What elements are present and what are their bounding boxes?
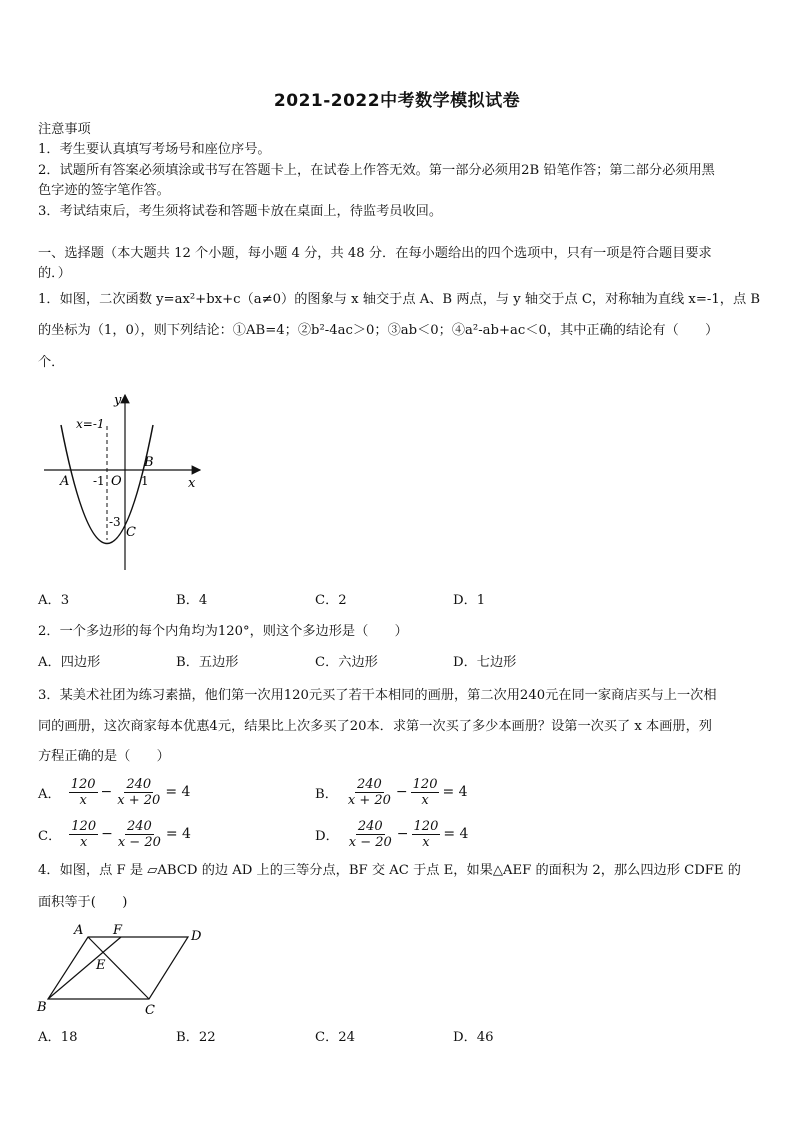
q1-option-c[interactable]: C．2	[315, 593, 347, 608]
q4-option-b[interactable]: B．22	[176, 1030, 216, 1045]
fraction: $\frac{120}{x}$	[71, 818, 97, 850]
section-heading-cont: 的．）	[38, 266, 71, 281]
q2-option-a[interactable]: A．四边形	[38, 655, 101, 670]
q4-option-d[interactable]: D．46	[453, 1030, 494, 1045]
point-B-label: B	[37, 1000, 47, 1015]
point-E-label: E	[96, 958, 106, 973]
fraction: $\frac{120}{x}$	[70, 776, 96, 808]
point-A-label: A	[74, 923, 84, 938]
q1-option-b[interactable]: B．4	[176, 593, 208, 608]
q3-stem-line3: 方程正确的是（ ）	[38, 749, 170, 764]
fraction: $\frac{120}{x}$	[413, 818, 439, 850]
q4-stem-line2: 面积等于( )	[38, 895, 128, 910]
q3-option-d[interactable]	[315, 816, 471, 852]
minus-sign: −	[100, 784, 113, 800]
point-B-label: B	[144, 455, 154, 470]
q1-stem-line1: 1．如图，二次函数 y=ax²+bx+c（a≠0）的图象与 x 轴交于点 A、B 两点，与 y 轴交于点 C，对称轴为直线 x=-1，点 B	[38, 292, 761, 307]
point-C-label: C	[145, 1003, 155, 1018]
tick-neg1-label: -1	[93, 474, 105, 488]
symmetry-label: x=-1	[76, 417, 105, 431]
q2-option-d[interactable]: D．七边形	[453, 655, 517, 670]
option-letter: A．	[38, 786, 61, 802]
point-F-label: F	[113, 923, 123, 938]
q1-stem-line2: 的坐标为（1，0），则下列结论：①AB=4；②b²-4ac＞0；③ab＜0；④a²-ab+ac＜0，其中正确的结论有（ ）	[38, 323, 719, 338]
notice-item-2-cont: 色字迹的签字笔作答。	[38, 183, 170, 198]
equation-rhs: = 4	[165, 826, 191, 842]
fraction: $\frac{240}{x + 20}$	[117, 776, 161, 808]
x-label: x	[188, 476, 196, 491]
q2-option-c[interactable]: C．六边形	[315, 655, 378, 670]
notice-item-2: 2．试题所有答案必须填涂或书写在答题卡上，在试卷上作答无效。第一部分必须用2B 铅笔作答；第二部分必须用黑	[38, 163, 715, 178]
origin-label: O	[111, 474, 122, 489]
q3-option-a[interactable]	[38, 774, 193, 810]
tick-1-label: 1	[141, 474, 149, 488]
minus-sign: −	[395, 784, 408, 800]
q4-option-c[interactable]: C．24	[315, 1030, 356, 1045]
option-letter: C．	[38, 828, 62, 844]
point-C-label: C	[126, 525, 136, 540]
section-heading: 一、选择题（本大题共 12 个小题，每小题 4 分，共 48 分．在每小题给出的四个选项中，只有一项是符合题目要求	[38, 246, 712, 261]
equation-rhs: = 4	[443, 826, 469, 842]
notice-heading: 注意事项	[38, 122, 91, 137]
fraction: $\frac{240}{x + 20}$	[347, 776, 391, 808]
q1-stem-line3: 个．	[38, 355, 65, 370]
tick-neg3-label: -3	[109, 515, 121, 529]
equation-rhs: = 4	[442, 784, 468, 800]
q1-parabola-figure	[38, 390, 208, 575]
q3-stem-line1: 3．某美术社团为练习素描，他们第一次用120元买了若干本相同的画册，第二次用240元在同一家商店买与上一次相	[38, 688, 717, 703]
equation-rhs: = 4	[165, 784, 191, 800]
point-D-label: D	[191, 929, 202, 944]
q2-stem: 2．一个多边形的每个内角均为120°，则这个多边形是（ ）	[38, 624, 408, 639]
q4-stem-line1: 4．如图，点 F 是 ▱ABCD 的边 AD 上的三等分点，BF 交 AC 于点 E，如果△AEF 的面积为 2，那么四边形 CDFE 的	[38, 863, 741, 878]
point-A-label: A	[60, 474, 70, 489]
y-label: y	[114, 393, 122, 408]
option-letter: B．	[315, 786, 338, 802]
q2-option-b[interactable]: B．五边形	[176, 655, 239, 670]
q3-stem-line2: 同的画册，这次商家每本优惠4元，结果比上次多买了20本．求第一次买了多少本画册？设第一次买了 x 本画册，列	[38, 719, 712, 734]
segment-BF	[48, 937, 121, 999]
fraction: $\frac{120}{x}$	[412, 776, 438, 808]
q3-option-b[interactable]	[315, 774, 471, 810]
q4-parallelogram-figure	[36, 922, 208, 1018]
fraction: $\frac{240}{x - 20}$	[348, 818, 392, 850]
fraction: $\frac{240}{x - 20}$	[117, 818, 161, 850]
q1-option-d[interactable]: D．1	[453, 593, 486, 608]
minus-sign: −	[396, 826, 409, 842]
notice-item-1: 1．考生要认真填写考场号和座位序号。	[38, 142, 271, 157]
page-title: 2021-2022中考数学模拟试卷	[273, 91, 521, 111]
q3-option-c[interactable]	[38, 816, 194, 852]
minus-sign: −	[101, 826, 113, 842]
q4-option-a[interactable]: A．18	[38, 1030, 78, 1045]
option-letter: D．	[315, 828, 339, 844]
notice-item-3: 3．考试结束后，考生须将试卷和答题卡放在桌面上，待监考员收回。	[38, 204, 443, 219]
q1-option-a[interactable]: A．3	[38, 593, 70, 608]
